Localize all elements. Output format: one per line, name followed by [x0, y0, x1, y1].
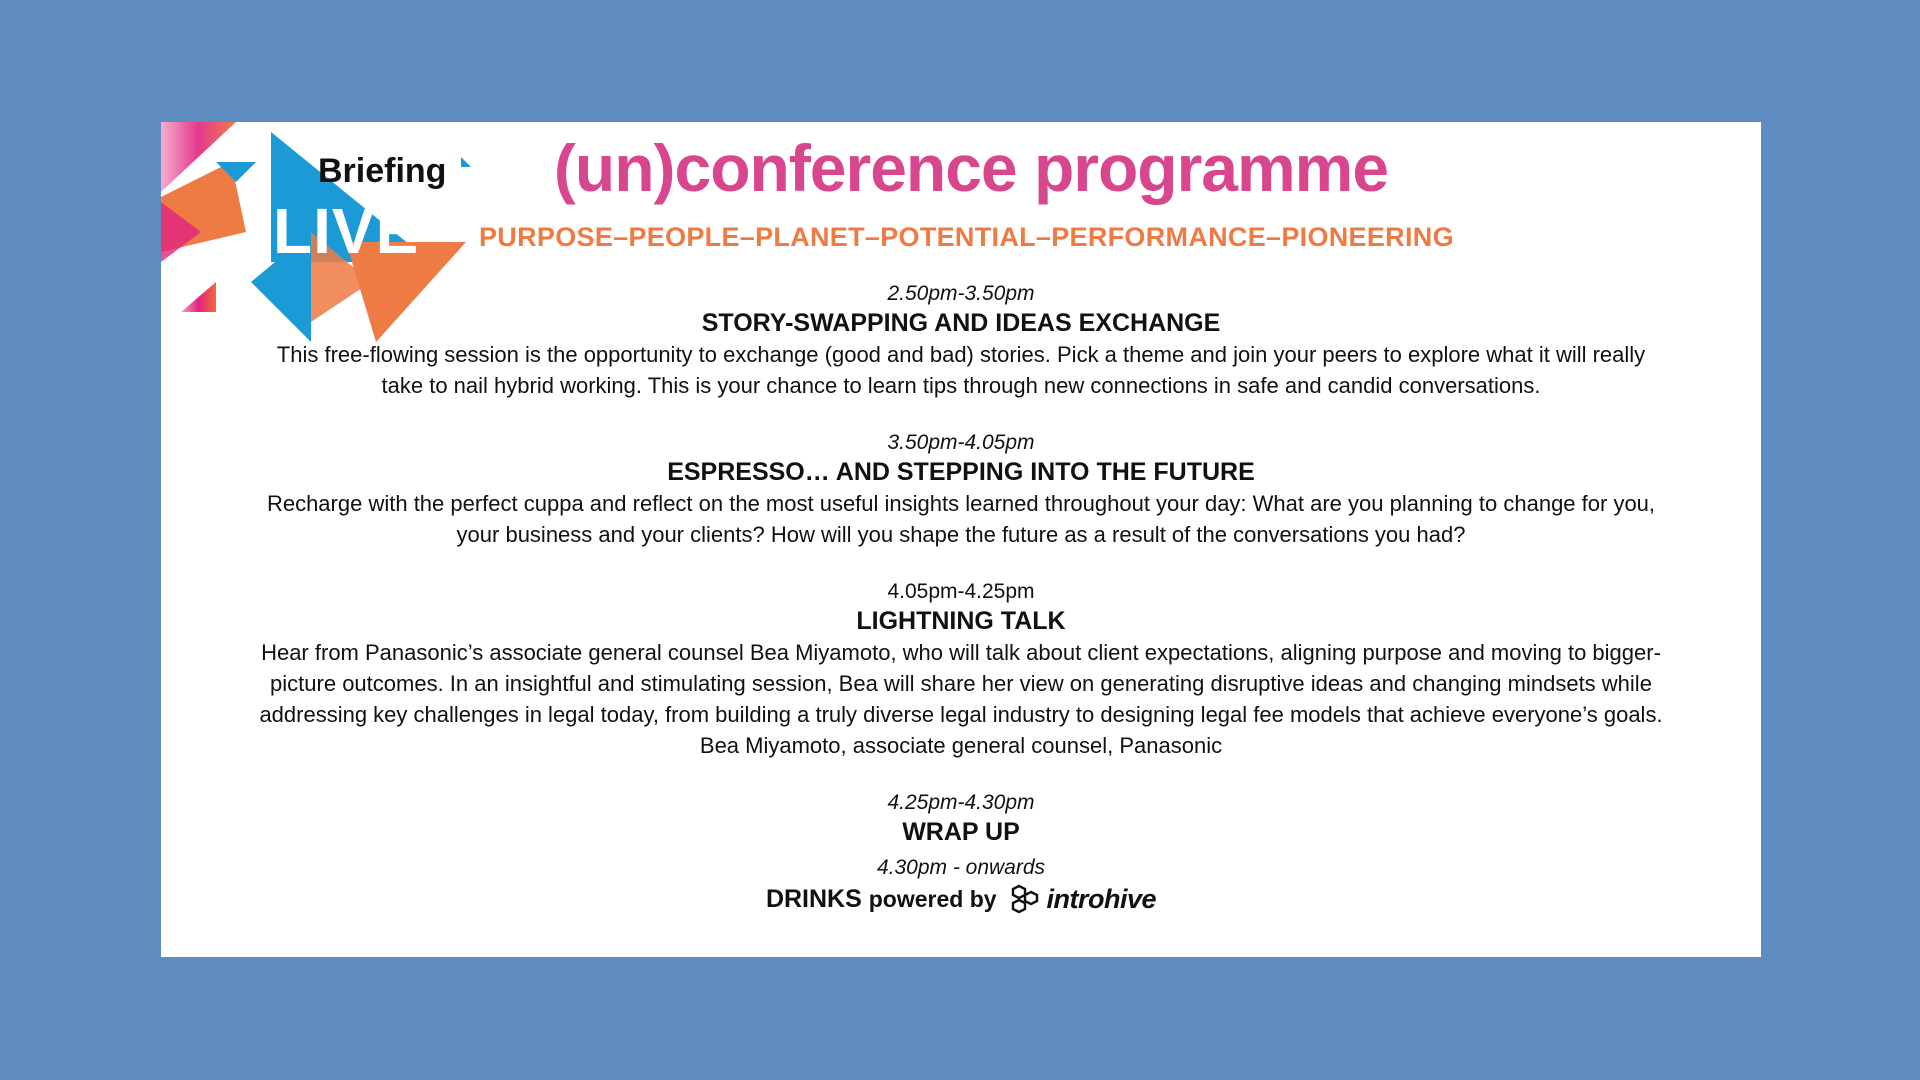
session-desc-line: This free-flowing session is the opportunity to exchange (good and bad) stories. Pick a theme and join your peers to explore what it will really	[276, 342, 1646, 367]
session-time: 3.50pm-4.05pm	[887, 431, 1035, 454]
session-item	[221, 280, 1701, 401]
programme-list	[161, 280, 1761, 944]
sponsor-name: introhive	[1046, 884, 1157, 914]
session-title: LIGHTNING TALK	[856, 607, 1066, 635]
drinks-time: 4.30pm - onwards	[876, 856, 1046, 879]
session-item	[221, 789, 1701, 848]
logo-wordmark: Briefing	[318, 152, 447, 190]
session-desc-line: picture outcomes. In an insightful and stimulating session, Bea will share her view on generating disruptive ideas and changing mindsets while	[270, 671, 1652, 696]
session-time: 4.25pm-4.30pm	[887, 791, 1035, 814]
session-title: ESPRESSO… AND STEPPING INTO THE FUTURE	[667, 458, 1255, 486]
drinks-label: DRINKS	[765, 885, 862, 913]
drinks-item	[221, 854, 1701, 916]
session-desc-line: take to nail hybrid working. This is your chance to learn tips through new connections in safe and candid conversations.	[381, 373, 1541, 398]
session-desc-line: Recharge with the perfect cuppa and reflect on the most useful insights learned throughout your day: What are you planning to change for you,	[266, 491, 1656, 516]
session-speaker: Bea Miyamoto, associate general counsel, Panasonic	[699, 733, 1223, 758]
session-time: 2.50pm-3.50pm	[887, 282, 1035, 305]
session-desc-line: Hear from Panasonic’s associate general counsel Bea Miyamoto, who will talk about client expectations, aligning purpose and moving to bigger-	[261, 640, 1661, 665]
page-title: (un)conference programme	[553, 131, 1389, 205]
session-time: 4.05pm-4.25pm	[887, 580, 1035, 603]
session-title: WRAP UP	[902, 818, 1020, 846]
powered-by-label: powered by	[868, 886, 997, 912]
session-desc-line: your business and your clients? How will you shape the future as a result of the conversations you had?	[456, 522, 1466, 547]
session-desc-line: addressing key challenges in legal today, from building a truly diverse legal industry to designing legal fee models that achieve everyone’s goals.	[259, 702, 1663, 727]
session-item	[221, 578, 1701, 761]
hexagon-cluster-icon	[1009, 883, 1043, 915]
introhive-logo	[1009, 882, 1157, 916]
programme-card	[161, 122, 1761, 957]
logo-live: LIVE	[273, 195, 420, 267]
session-title: STORY-SWAPPING AND IDEAS EXCHANGE	[701, 309, 1221, 337]
session-item	[221, 429, 1701, 550]
tagline: PURPOSE–PEOPLE–PLANET–POTENTIAL–PERFORMANCE–PIONEERING	[479, 222, 1454, 252]
drinks-line	[766, 882, 1156, 916]
